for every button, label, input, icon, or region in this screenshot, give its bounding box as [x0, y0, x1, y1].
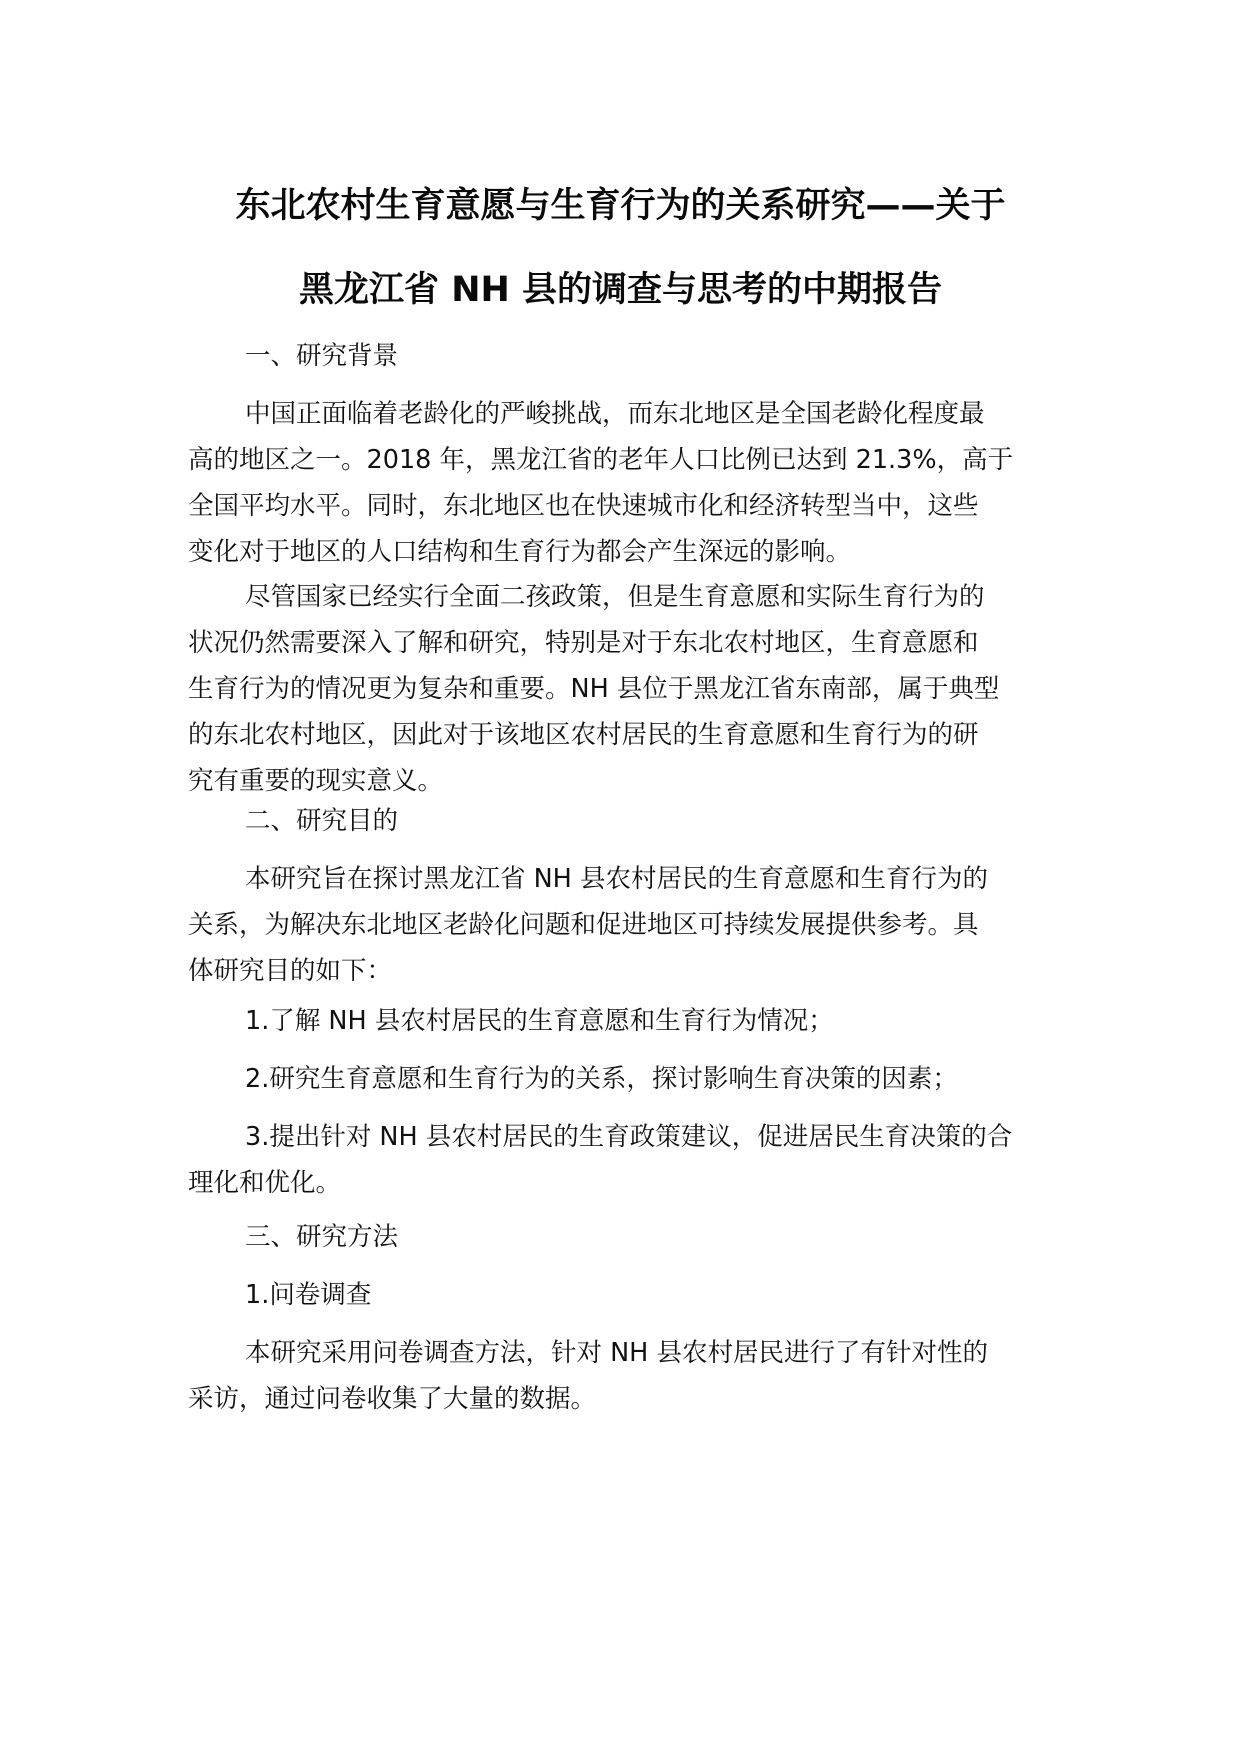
paragraph-questionnaire: 本研究采用问卷调查方法，针对 NH 县农村居民进行了有针对性的 采访，通过问卷收集了大量的数据。	[188, 1338, 988, 1414]
section-heading-purpose: 二、研究目的	[245, 806, 399, 836]
list-item-goal-2: 2.研究生育意愿和生育行为的关系，探讨影响生育决策的因素；	[245, 1064, 958, 1094]
section-heading-background: 一、研究背景	[245, 341, 399, 371]
paragraph-purpose: 本研究旨在探讨黑龙江省 NH 县农村居民的生育意愿和生育行为的 关系，为解决东北地区老龄化问题和促进地区可持续发展提供参考。具 体研究目的如下：	[188, 864, 988, 986]
paragraph-background-1: 中国正面临着老龄化的严峻挑战，而东北地区是全国老龄化程度最 高的地区之一。2018 年，黑龙江省的老年人口比例已达到 21.3%，高于 全国平均水平。同时，东北地区也在快速城市化和经济转型当中，这些 变化对于地区的人口结构和生育行为都会产生深远的影响。	[188, 399, 1014, 567]
paragraph-background-2: 尽管国家已经实行全面二孩政策，但是生育意愿和实际生育行为的 状况仍然需要深入了解和研究，特别是对于东北农村地区，生育意愿和 生育行为的情况更为复杂和重要。NH 县位于黑龙江省东南部，属于典型 的东北农村地区，因此对于该地区农村居民的生育意愿和生育行为的研 究有重要的现实意义。	[188, 582, 1000, 796]
section-heading-methods: 三、研究方法	[245, 1222, 399, 1252]
document-title-line-1: 东北农村生育意愿与生育行为的关系研究——关于	[235, 186, 1006, 226]
subsection-heading-questionnaire: 1.问卷调查	[245, 1280, 372, 1310]
list-item-goal-3: 3.提出针对 NH 县农村居民的生育政策建议，促进居民生育决策的合 理化和优化。	[188, 1122, 1013, 1198]
list-item-goal-1: 1.了解 NH 县农村居民的生育意愿和生育行为情况；	[245, 1006, 834, 1036]
document-title-line-2: 黑龙江省 NH 县的调查与思考的中期报告	[299, 270, 942, 310]
